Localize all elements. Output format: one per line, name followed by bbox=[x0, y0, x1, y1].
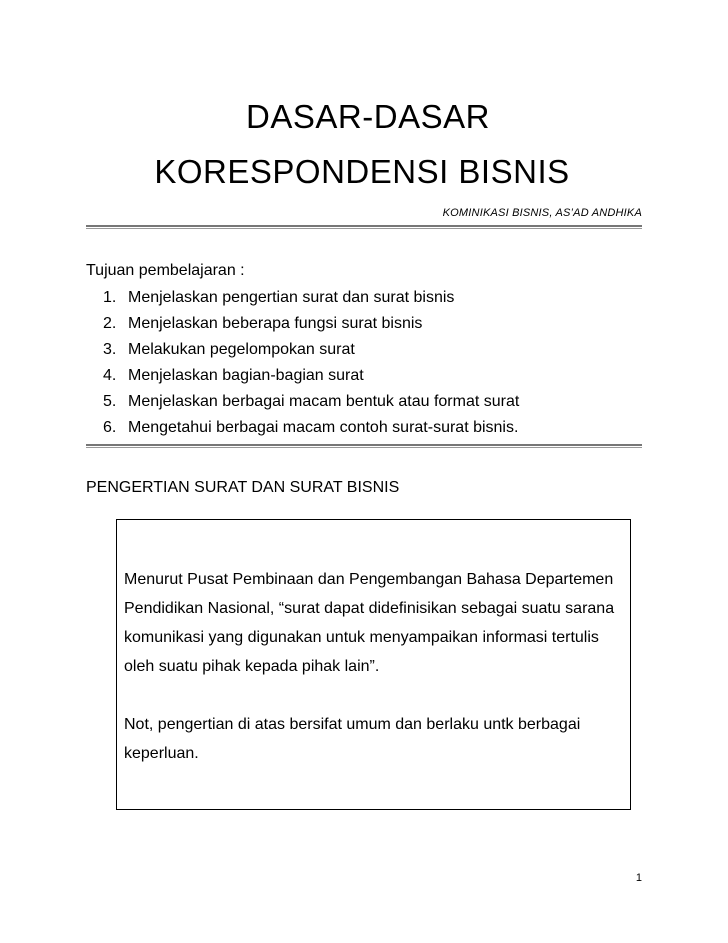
list-item bbox=[103, 314, 519, 340]
header-rule-secondary bbox=[86, 228, 642, 229]
list-item bbox=[103, 340, 519, 366]
list-item-text: Mengetahui berbagai macam contoh surat-surat bisnis. bbox=[128, 419, 519, 436]
list-item-number: 6. bbox=[103, 419, 117, 436]
definition-box bbox=[116, 519, 631, 810]
list-item bbox=[103, 288, 519, 314]
list-item-number: 2. bbox=[103, 315, 117, 332]
document-title-line-2: KORESPONDENSI BISNIS bbox=[154, 153, 570, 190]
goals-rule bbox=[86, 444, 642, 446]
author-line: KOMINIKASI BISNIS, AS’AD ANDHIKA bbox=[442, 207, 642, 219]
list-item-number: 3. bbox=[103, 341, 117, 358]
list-item-number: 1. bbox=[103, 289, 117, 306]
document-title-line-1: DASAR-DASAR bbox=[246, 98, 490, 135]
list-item-number: 4. bbox=[103, 367, 117, 384]
list-item-text: Melakukan pegelompokan surat bbox=[128, 341, 355, 358]
goals-rule-secondary bbox=[86, 447, 642, 448]
list-item-text: Menjelaskan pengertian surat dan surat bisnis bbox=[128, 289, 455, 306]
list-item bbox=[103, 392, 519, 418]
header-rule bbox=[86, 225, 642, 227]
definition-paragraph: Menurut Pusat Pembinaan dan Pengembangan Bahasa Departemen Pendidikan Nasional, “surat dapat didefinisikan sebagai suatu sarana komunikasi yang digunakan untuk menyampaikan informasi tertulis oleh suatu pihak kepada pihak lain”. bbox=[124, 571, 615, 675]
list-item bbox=[103, 418, 519, 444]
goals-list bbox=[103, 288, 519, 444]
definition-note: Not, pengertian di atas bersifat umum dan berlaku untk berbagai keperluan. bbox=[124, 716, 581, 762]
list-item-text: Menjelaskan bagian-bagian surat bbox=[128, 367, 364, 384]
goals-heading: Tujuan pembelajaran : bbox=[86, 262, 245, 279]
list-item-text: Menjelaskan beberapa fungsi surat bisnis bbox=[128, 315, 423, 332]
list-item-number: 5. bbox=[103, 393, 117, 410]
section-heading: PENGERTIAN SURAT DAN SURAT BISNIS bbox=[86, 479, 400, 496]
list-item-text: Menjelaskan berbagai macam bentuk atau format surat bbox=[128, 393, 520, 410]
list-item bbox=[103, 366, 519, 392]
page-number: 1 bbox=[635, 872, 642, 884]
